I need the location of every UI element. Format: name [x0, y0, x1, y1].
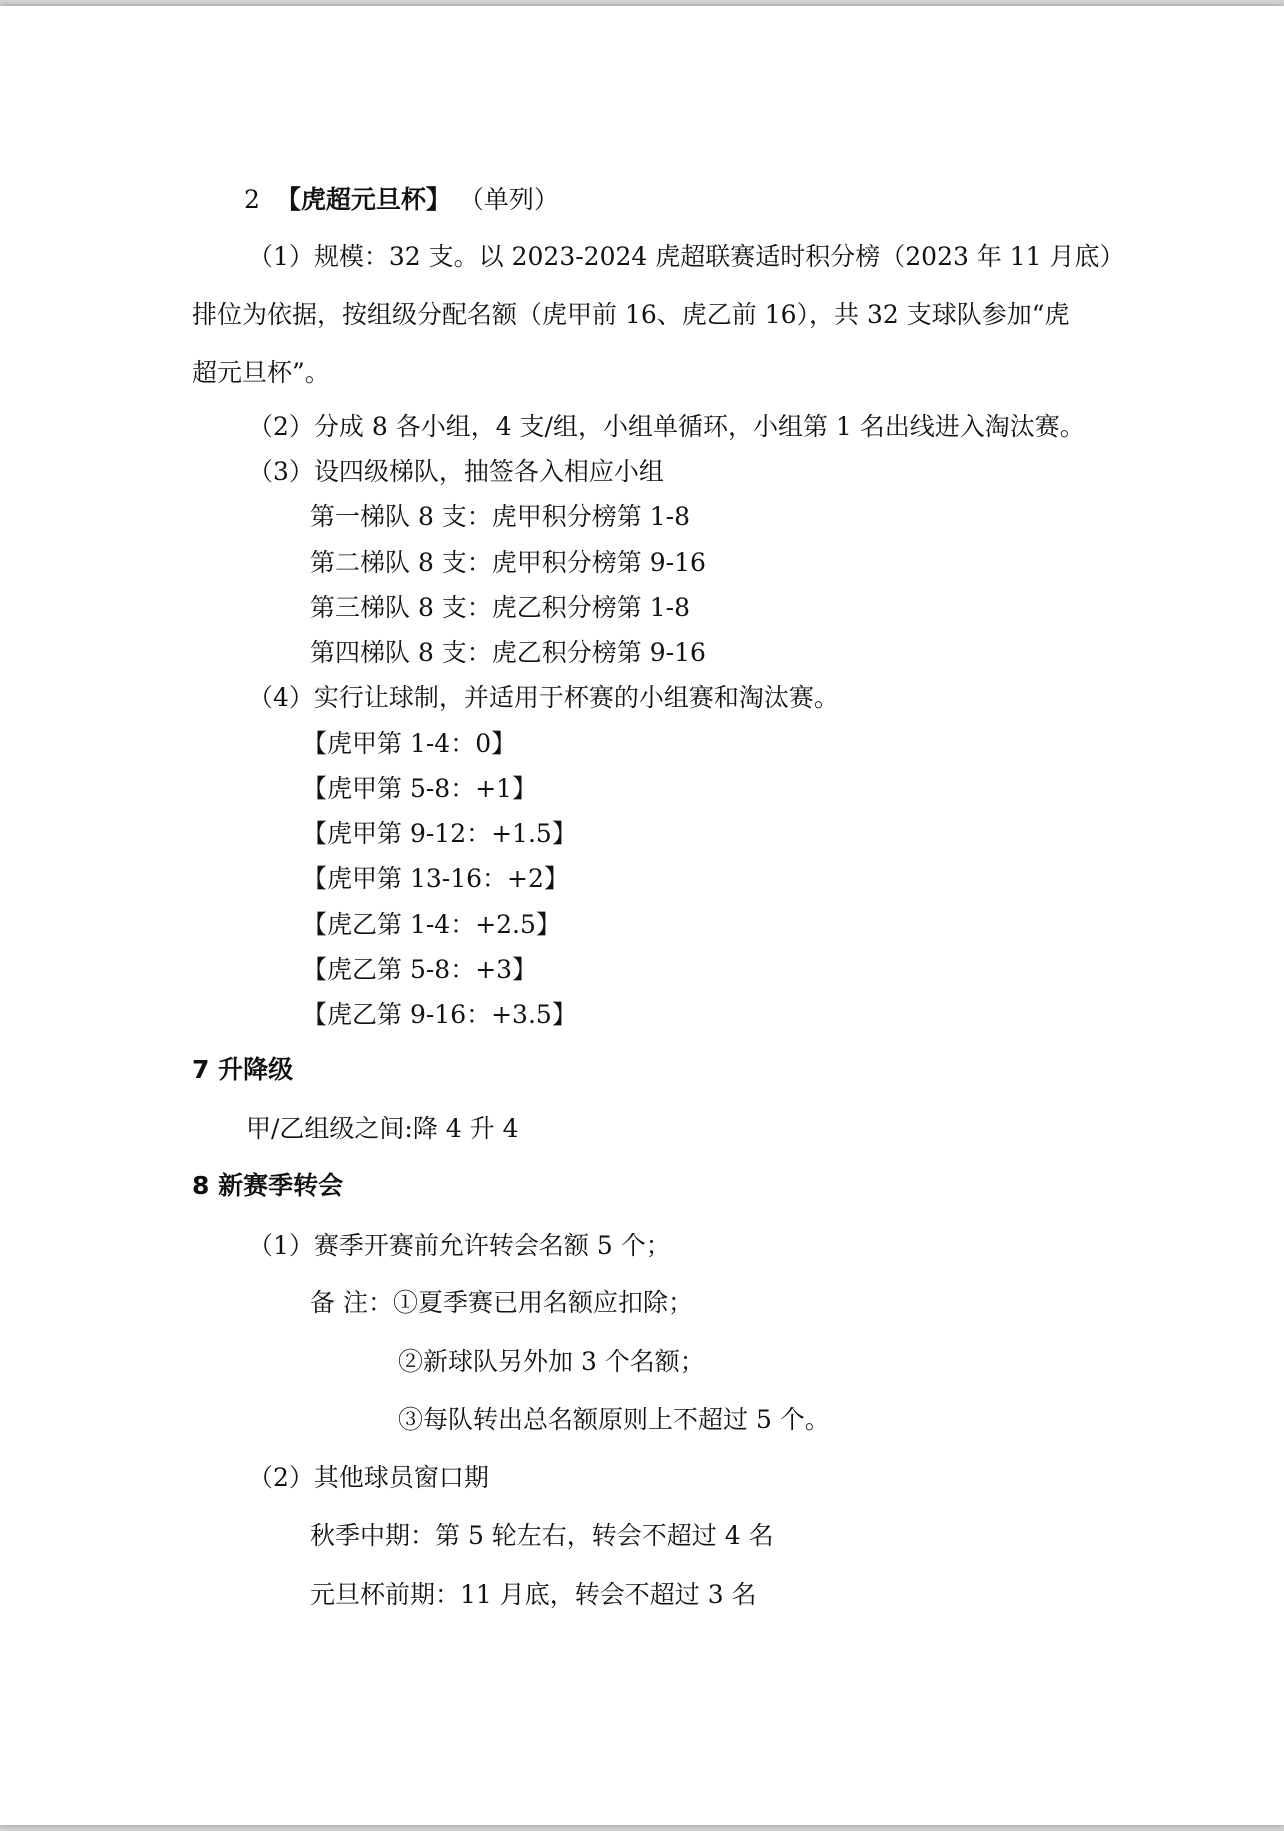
- handicap-item: 【虎甲第 9-12：+1.5】: [302, 819, 577, 848]
- section-2-number: 2: [244, 185, 260, 214]
- tier-item: 第四梯队 8 支：虎乙积分榜第 9-16: [310, 638, 706, 667]
- document-page: [0, 6, 1284, 1825]
- paragraph-1-line-2: 排位为依据，按组级分配名额（虎甲前 16、虎乙前 16），共 32 支球队参加“虎: [192, 300, 1070, 329]
- section-8-paragraph-2: （2）其他球员窗口期: [248, 1463, 489, 1492]
- handicap-item: 【虎乙第 5-8：+3】: [302, 955, 538, 984]
- section-2-title: 【虎超元旦杯】: [275, 185, 451, 214]
- handicap-item: 【虎乙第 1-4：+2.5】: [302, 910, 561, 939]
- handicap-item: 【虎乙第 9-16：+3.5】: [302, 1000, 577, 1029]
- note-line: ③每队转出总名额原则上不超过 5 个。: [398, 1405, 830, 1434]
- window-item: 元旦杯前期：11 月底，转会不超过 3 名: [310, 1580, 757, 1609]
- section-2-suffix: （单列）: [458, 185, 559, 214]
- note-line: ②新球队另外加 3 个名额；: [398, 1347, 705, 1376]
- handicap-item: 【虎甲第 5-8：+1】: [302, 774, 538, 803]
- note-line: 备 注：①夏季赛已用名额应扣除；: [310, 1288, 693, 1317]
- paragraph-1-line-1: （1）规模：32 支。以 2023-2024 虎超联赛适时积分榜（2023 年 11 月底）: [248, 242, 1125, 271]
- section-8-heading: 8 新赛季转会: [192, 1171, 344, 1200]
- paragraph-2: （2）分成 8 各小组，4 支/组，小组单循环，小组第 1 名出线进入淘汰赛。: [248, 412, 1085, 441]
- section-7-text: 甲/乙组级之间:降 4 升 4: [246, 1114, 519, 1143]
- handicap-item: 【虎甲第 1-4：0】: [302, 729, 517, 758]
- handicap-item: 【虎甲第 13-16：+2】: [302, 864, 569, 893]
- tier-item: 第二梯队 8 支：虎甲积分榜第 9-16: [310, 548, 706, 577]
- paragraph-4: （4）实行让球制，并适用于杯赛的小组赛和淘汰赛。: [248, 683, 839, 712]
- window-item: 秋季中期：第 5 轮左右，转会不超过 4 名: [310, 1521, 774, 1550]
- tier-item: 第一梯队 8 支：虎甲积分榜第 1-8: [310, 502, 691, 531]
- section-7-heading: 7 升降级: [192, 1055, 294, 1084]
- tier-item: 第三梯队 8 支：虎乙积分榜第 1-8: [310, 593, 691, 622]
- paragraph-3: （3）设四级梯队，抽签各入相应小组: [248, 457, 664, 486]
- section-8-paragraph-1: （1）赛季开赛前允许转会名额 5 个；: [248, 1231, 671, 1260]
- section-2-heading: [244, 185, 559, 215]
- paragraph-1-line-3: 超元旦杯”。: [192, 358, 330, 387]
